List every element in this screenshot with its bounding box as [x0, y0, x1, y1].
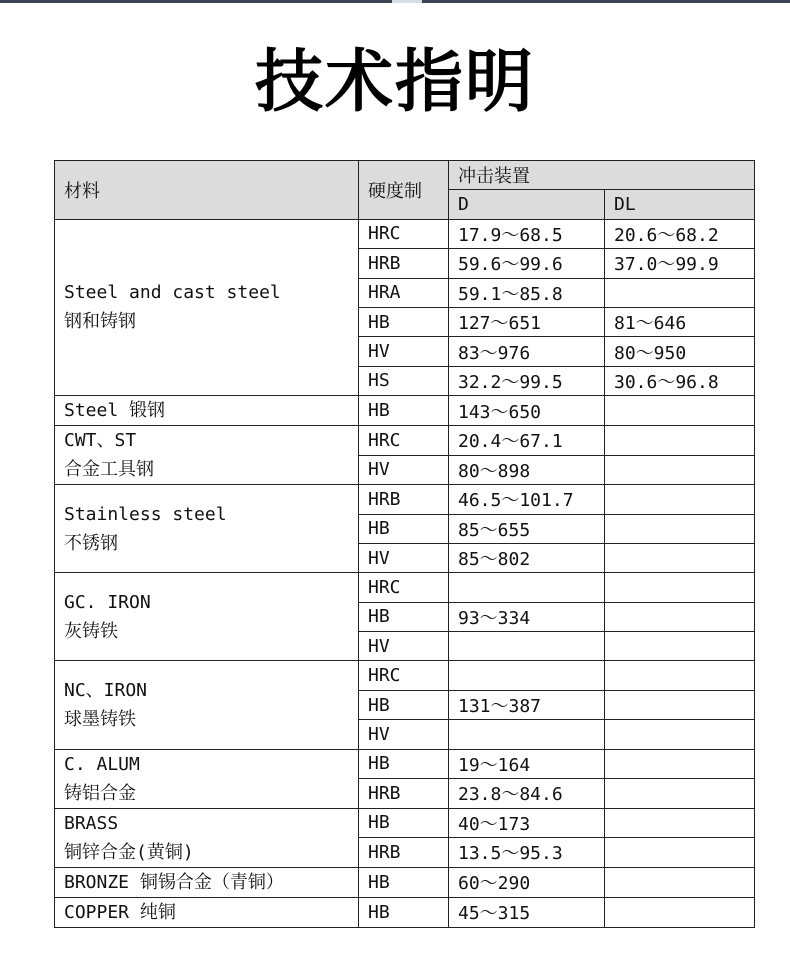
material-cell [55, 485, 359, 573]
d-range-cell: 85～802 [449, 543, 605, 572]
hardness-scale-cell: HRB [359, 779, 449, 809]
dl-range-cell [605, 808, 755, 838]
hardness-scale-cell: HB [359, 690, 449, 719]
dl-range-cell [605, 838, 755, 868]
material-name-cn: 铸铝合金 [64, 782, 136, 804]
hardness-scale-cell: HRB [359, 838, 449, 868]
d-range-cell: 93～334 [449, 602, 605, 631]
spec-table [54, 160, 755, 928]
hardness-scale-cell: HRB [359, 249, 449, 278]
hardness-scale-cell: HB [359, 602, 449, 631]
d-range-cell: 131～387 [449, 690, 605, 719]
dl-range-cell [605, 485, 755, 514]
dl-range-cell [605, 602, 755, 631]
material-name-cn: 铜锌合金(黄铜) [64, 841, 194, 863]
material-cell [55, 396, 359, 426]
hardness-scale-cell: HB [359, 808, 449, 838]
material-name-cn: 不锈钢 [64, 532, 118, 554]
d-range-cell [449, 632, 605, 661]
header-impact-device: 冲击装置 [449, 161, 755, 190]
dl-range-cell [605, 426, 755, 456]
header-hardness-scale: 硬度制 [359, 161, 449, 220]
hardness-scale-cell: HB [359, 307, 449, 336]
d-range-cell: 59.1～85.8 [449, 278, 605, 307]
header-material: 材料 [55, 161, 359, 220]
dl-range-cell [605, 573, 755, 602]
d-range-cell: 32.2～99.5 [449, 366, 605, 395]
material-name: COPPER 纯铜 [64, 901, 176, 923]
material-cell [55, 808, 359, 867]
dl-range-cell [605, 749, 755, 779]
dl-range-cell: 37.0～99.9 [605, 249, 755, 278]
material-cell [55, 573, 359, 661]
dl-range-cell [605, 514, 755, 543]
material-name: CWT、ST [64, 430, 137, 452]
d-range-cell: 19～164 [449, 749, 605, 779]
d-range-cell: 46.5～101.7 [449, 485, 605, 514]
d-range-cell: 80～898 [449, 455, 605, 485]
table-row [55, 426, 755, 456]
dl-range-cell [605, 897, 755, 927]
dl-range-cell [605, 632, 755, 661]
material-name: BRONZE 铜锡合金（青铜） [64, 871, 284, 893]
spec-table-body [55, 161, 755, 928]
hardness-scale-cell: HV [359, 455, 449, 485]
d-range-cell [449, 661, 605, 690]
table-row [55, 749, 755, 779]
hardness-scale-cell: HS [359, 366, 449, 395]
d-range-cell: 143～650 [449, 396, 605, 426]
d-range-cell: 23.8～84.6 [449, 779, 605, 809]
material-name: GC. IRON [64, 591, 151, 613]
hardness-scale-cell: HB [359, 897, 449, 927]
hardness-scale-cell: HRC [359, 661, 449, 690]
material-cell [55, 219, 359, 395]
hardness-scale-cell: HRB [359, 485, 449, 514]
hardness-scale-cell: HRC [359, 573, 449, 602]
dl-range-cell [605, 543, 755, 572]
dl-range-cell: 81～646 [605, 307, 755, 336]
hardness-scale-cell: HRA [359, 278, 449, 307]
dl-range-cell [605, 867, 755, 897]
hardness-scale-cell: HRC [359, 426, 449, 456]
table-row [55, 897, 755, 927]
material-cell [55, 867, 359, 897]
dl-range-cell [605, 779, 755, 809]
hardness-scale-cell: HB [359, 396, 449, 426]
top-border-mark [392, 0, 422, 3]
dl-range-cell: 20.6～68.2 [605, 219, 755, 248]
material-cell [55, 749, 359, 808]
hardness-scale-cell: HRC [359, 219, 449, 248]
material-name: Steel and cast steel [64, 282, 281, 304]
hardness-scale-cell: HV [359, 720, 449, 749]
material-name: C. ALUM [64, 753, 140, 775]
hardness-scale-cell: HV [359, 543, 449, 572]
d-range-cell [449, 573, 605, 602]
table-row [55, 219, 755, 248]
dl-range-cell [605, 661, 755, 690]
hardness-scale-cell: HV [359, 632, 449, 661]
dl-range-cell [605, 396, 755, 426]
material-name: NC、IRON [64, 680, 148, 702]
d-range-cell: 40～173 [449, 808, 605, 838]
material-name: BRASS [64, 812, 119, 834]
dl-range-cell: 80～950 [605, 337, 755, 366]
page-title: 技术指明 [254, 43, 535, 122]
d-range-cell: 20.4～67.1 [449, 426, 605, 456]
table-row [55, 573, 755, 602]
material-cell [55, 661, 359, 749]
dl-range-cell [605, 690, 755, 719]
material-name: Stainless steel [64, 503, 227, 525]
d-range-cell: 13.5～95.3 [449, 838, 605, 868]
table-row [55, 867, 755, 897]
d-range-cell [449, 720, 605, 749]
dl-range-cell [605, 455, 755, 485]
material-name-cn: 灰铸铁 [64, 620, 118, 642]
header-d: D [449, 190, 605, 219]
hardness-scale-cell: HB [359, 749, 449, 779]
header-dl: DL [605, 190, 755, 219]
dl-range-cell [605, 278, 755, 307]
table-row [55, 485, 755, 514]
hardness-scale-cell: HB [359, 514, 449, 543]
d-range-cell: 59.6～99.6 [449, 249, 605, 278]
dl-range-cell: 30.6～96.8 [605, 366, 755, 395]
material-name: Steel 锻钢 [64, 400, 166, 422]
material-name-cn: 合金工具钢 [64, 459, 154, 481]
material-cell [55, 426, 359, 485]
header-row [55, 161, 755, 190]
hardness-scale-cell: HV [359, 337, 449, 366]
hardness-scale-cell: HB [359, 867, 449, 897]
table-row [55, 396, 755, 426]
table-row [55, 808, 755, 838]
d-range-cell: 17.9～68.5 [449, 219, 605, 248]
d-range-cell: 85～655 [449, 514, 605, 543]
d-range-cell: 45～315 [449, 897, 605, 927]
dl-range-cell [605, 720, 755, 749]
d-range-cell: 83～976 [449, 337, 605, 366]
material-name-cn: 球墨铸铁 [64, 709, 136, 731]
material-name-cn: 钢和铸钢 [64, 311, 136, 333]
d-range-cell: 127～651 [449, 307, 605, 336]
table-row [55, 661, 755, 690]
d-range-cell: 60～290 [449, 867, 605, 897]
material-cell [55, 897, 359, 927]
